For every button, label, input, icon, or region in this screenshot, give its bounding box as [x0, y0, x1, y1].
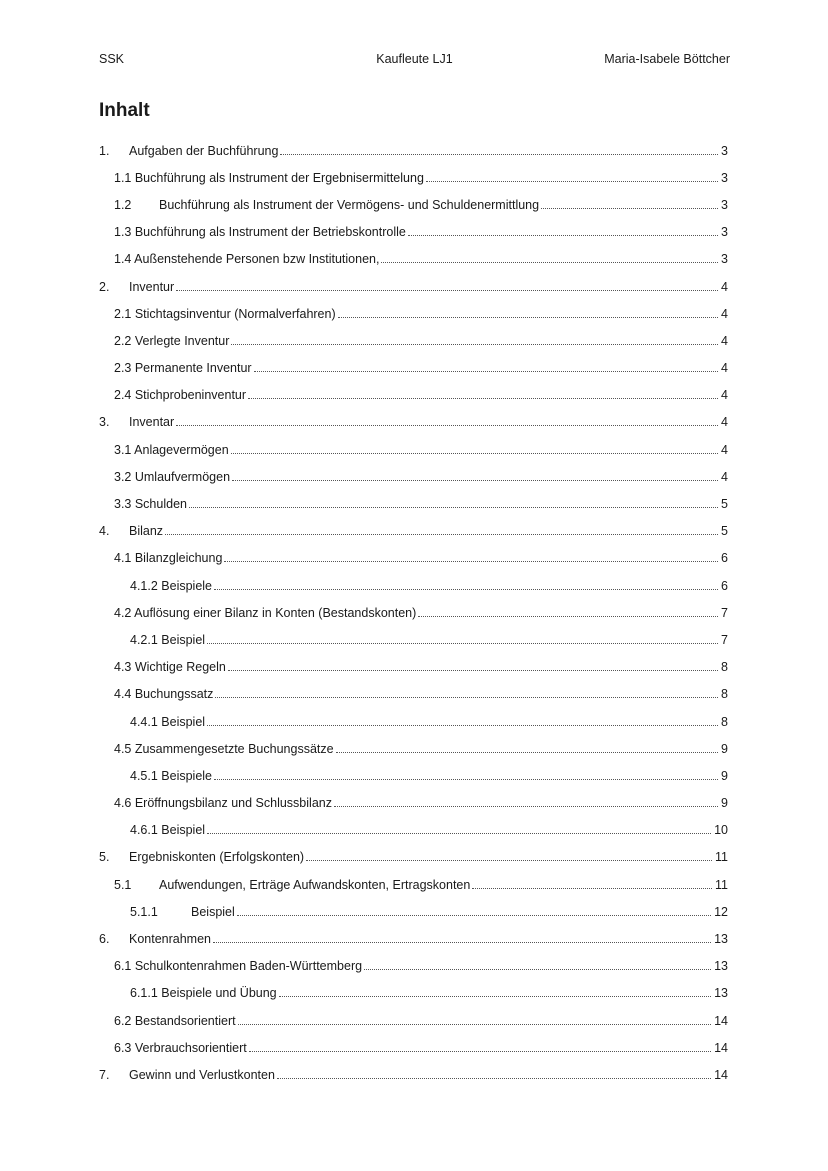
toc-dot-leader	[472, 878, 712, 892]
toc-entry-title: Aufgaben der Buchführung	[129, 143, 279, 158]
toc-dot-leader	[176, 415, 718, 429]
toc-entry-number: 4.	[99, 524, 110, 539]
toc-dot-leader	[237, 905, 711, 919]
toc-entry-page: 14	[714, 1040, 728, 1055]
toc-entry-page: 9	[721, 796, 728, 811]
toc-entry-page: 6	[721, 578, 728, 593]
toc-dot-leader	[541, 198, 718, 212]
toc-entry[interactable]	[99, 518, 728, 545]
toc-dot-leader	[334, 796, 718, 810]
toc-entry-page: 5	[721, 524, 728, 539]
header-right: Maria-Isabele Böttcher	[604, 52, 730, 66]
toc-dot-leader	[214, 579, 718, 593]
toc-entry[interactable]	[99, 953, 728, 980]
toc-dot-leader	[238, 1014, 711, 1028]
toc-dot-leader	[306, 850, 712, 864]
toc-entry-page: 4	[721, 442, 728, 457]
toc-entry-page: 8	[721, 687, 728, 702]
toc-entry[interactable]	[99, 599, 728, 626]
toc-entry[interactable]	[99, 980, 728, 1007]
toc-entry-title: 3.3 Schulden	[114, 497, 187, 512]
toc-dot-leader	[214, 769, 718, 783]
toc-entry-title: 6.1 Schulkontenrahmen Baden-Württemberg	[114, 959, 363, 974]
toc-entry-page: 4	[721, 361, 728, 376]
toc-entry[interactable]	[99, 762, 728, 789]
toc-entry-title: Inventur	[129, 279, 175, 294]
toc-dot-leader	[338, 307, 718, 321]
toc-entry[interactable]	[99, 382, 728, 409]
toc-entry-page: 3	[721, 143, 728, 158]
toc-entry-title: 4.2.1 Beispiel	[130, 632, 206, 647]
toc-entry-title: 2.3 Permanente Inventur	[114, 361, 252, 376]
toc-entry[interactable]	[99, 681, 728, 708]
toc-dot-leader	[231, 443, 718, 457]
toc-dot-leader	[277, 1068, 711, 1082]
toc-entry-number: 7.	[99, 1067, 110, 1082]
toc-entry-title: 6.1.1 Beispiele und Übung	[130, 986, 277, 1001]
toc-entry-title: 4.1.2 Beispiele	[130, 578, 213, 593]
toc-entry-title: 4.1 Bilanzgleichung	[114, 551, 223, 566]
toc-dot-leader	[189, 497, 718, 511]
toc-entry-page: 9	[721, 741, 728, 756]
toc-entry[interactable]	[99, 490, 728, 517]
toc-entry-title: 3.1 Anlagevermögen	[114, 442, 229, 457]
toc-dot-leader	[207, 715, 718, 729]
toc-entry-page: 13	[714, 959, 728, 974]
toc-entry-page: 7	[721, 632, 728, 647]
toc-entry-page: 11	[715, 877, 728, 892]
toc-entry-title: 4.2 Auflösung einer Bilanz in Konten (Bestandskonten)	[114, 605, 417, 620]
toc-entry[interactable]	[99, 273, 728, 300]
toc-entry-page: 3	[721, 170, 728, 185]
toc-dot-leader	[228, 660, 718, 674]
toc-entry-number: 1.	[99, 143, 110, 158]
toc-entry-title: 1.3 Buchführung als Instrument der Betriebskontrolle	[114, 225, 406, 240]
toc-entry-title: 4.5 Zusammengesetzte Buchungssätze	[114, 741, 334, 756]
toc-entry-page: 8	[721, 714, 728, 729]
toc-entry-page: 8	[721, 660, 728, 675]
toc-dot-leader	[232, 470, 718, 484]
toc-entry[interactable]	[99, 300, 728, 327]
toc-entry-number: 6.	[99, 932, 110, 947]
toc-entry[interactable]	[99, 137, 728, 164]
toc-entry-page: 6	[721, 551, 728, 566]
toc-entry[interactable]	[99, 871, 728, 898]
toc-entry-title: Beispiel	[191, 904, 235, 919]
toc-entry-number: 5.1.1	[130, 904, 158, 919]
toc-dot-leader	[381, 252, 718, 266]
toc-entry-title: 3.2 Umlaufvermögen	[114, 469, 231, 484]
toc-entry-title: 4.6 Eröffnungsbilanz und Schlussbilanz	[114, 796, 332, 811]
toc-entry[interactable]	[99, 545, 728, 572]
toc-entry[interactable]	[99, 191, 728, 218]
toc-entry[interactable]	[99, 708, 728, 735]
toc-entry-title: 6.3 Verbrauchsorientiert	[114, 1040, 247, 1055]
toc-entry[interactable]	[99, 219, 728, 246]
toc-entry[interactable]	[99, 1007, 728, 1034]
toc-entry[interactable]	[99, 654, 728, 681]
toc-entry[interactable]	[99, 327, 728, 354]
toc-dot-leader	[280, 144, 718, 158]
toc-entry-page: 4	[721, 333, 728, 348]
toc-dot-leader	[279, 986, 711, 1000]
toc-entry-title: 2.2 Verlegte Inventur	[114, 333, 230, 348]
toc-entry[interactable]	[99, 1061, 728, 1088]
toc-entry-number: 1.2	[114, 197, 132, 212]
toc-dot-leader	[336, 742, 718, 756]
toc-entry-page: 11	[715, 850, 728, 865]
toc-entry[interactable]	[99, 898, 728, 925]
toc-entry-title: Kontenrahmen	[129, 932, 212, 947]
toc-entry-number: 3.	[99, 415, 110, 430]
toc-entry[interactable]	[99, 246, 728, 273]
toc-entry-title: 4.4.1 Beispiel	[130, 714, 206, 729]
toc-dot-leader	[213, 932, 711, 946]
toc-entry-page: 4	[721, 388, 728, 403]
toc-entry-page: 12	[714, 904, 728, 919]
toc-entry-page: 13	[714, 932, 728, 947]
toc-entry-title: 1.4 Außenstehende Personen bzw Institutionen,	[114, 252, 380, 267]
toc-entry-title: 4.6.1 Beispiel	[130, 823, 206, 838]
toc-entry[interactable]	[99, 844, 728, 871]
table-of-contents	[99, 137, 728, 1089]
toc-dot-leader	[224, 551, 718, 565]
toc-entry-number: 2.	[99, 279, 110, 294]
toc-entry-page: 5	[721, 497, 728, 512]
header-left: SSK	[99, 52, 125, 66]
toc-entry-title: 4.5.1 Beispiele	[130, 768, 213, 783]
toc-dot-leader	[364, 959, 711, 973]
toc-title: Inhalt	[99, 100, 150, 121]
toc-dot-leader	[207, 823, 711, 837]
toc-entry[interactable]	[99, 1034, 728, 1061]
toc-entry-title: 4.4 Buchungssatz	[114, 687, 214, 702]
toc-entry-page: 3	[721, 252, 728, 267]
toc-entry[interactable]	[99, 164, 728, 191]
toc-entry-title: Inventar	[129, 415, 175, 430]
toc-entry-title: Gewinn und Verlustkonten	[129, 1067, 275, 1082]
toc-entry-title: 2.4 Stichprobeninventur	[114, 388, 247, 403]
toc-entry-title: 2.1 Stichtagsinventur (Normalverfahren)	[114, 306, 336, 321]
toc-entry[interactable]	[99, 409, 728, 436]
toc-entry-title: 6.2 Bestandsorientiert	[114, 1013, 236, 1028]
header-center: Kaufleute LJ1	[376, 52, 453, 66]
toc-entry-page: 3	[721, 197, 728, 212]
page-header	[99, 50, 730, 68]
toc-entry[interactable]	[99, 626, 728, 653]
toc-entry[interactable]	[99, 572, 728, 599]
toc-dot-leader	[249, 1041, 711, 1055]
toc-entry[interactable]	[99, 735, 728, 762]
toc-entry-title: Bilanz	[129, 524, 164, 539]
toc-dot-leader	[408, 225, 718, 239]
toc-entry-title: Buchführung als Instrument der Vermögens- und Schuldenermittlung	[159, 197, 540, 212]
toc-entry-page: 7	[721, 605, 728, 620]
toc-entry-page: 4	[721, 279, 728, 294]
toc-entry[interactable]	[99, 790, 728, 817]
toc-entry[interactable]	[99, 925, 728, 952]
toc-entry-page: 14	[714, 1013, 728, 1028]
toc-entry[interactable]	[99, 463, 728, 490]
toc-dot-leader	[215, 687, 718, 701]
toc-entry-page: 10	[714, 823, 728, 838]
toc-entry-page: 4	[721, 469, 728, 484]
toc-entry-page: 3	[721, 225, 728, 240]
toc-entry-page: 4	[721, 306, 728, 321]
toc-entry-title: Aufwendungen, Erträge Aufwandskonten, Ertragskonten	[159, 877, 471, 892]
toc-entry[interactable]	[99, 355, 728, 382]
toc-dot-leader	[165, 524, 718, 538]
toc-dot-leader	[254, 361, 718, 375]
toc-entry[interactable]	[99, 436, 728, 463]
toc-entry-title: 1.1 Buchführung als Instrument der Ergebnisermittelung	[114, 170, 424, 185]
toc-entry-number: 5.1	[114, 877, 132, 892]
toc-entry-number: 5.	[99, 850, 110, 865]
toc-entry-title: 4.3 Wichtige Regeln	[114, 660, 226, 675]
toc-entry-page: 13	[714, 986, 728, 1001]
toc-entry-page: 14	[714, 1067, 728, 1082]
toc-dot-leader	[176, 280, 718, 294]
toc-dot-leader	[248, 388, 718, 402]
toc-dot-leader	[207, 633, 718, 647]
toc-dot-leader	[231, 334, 718, 348]
toc-entry[interactable]	[99, 817, 728, 844]
toc-entry-title: Ergebniskonten (Erfolgskonten)	[129, 850, 305, 865]
toc-entry-page: 9	[721, 768, 728, 783]
toc-dot-leader	[426, 171, 718, 185]
toc-dot-leader	[418, 606, 718, 620]
toc-entry-page: 4	[721, 415, 728, 430]
